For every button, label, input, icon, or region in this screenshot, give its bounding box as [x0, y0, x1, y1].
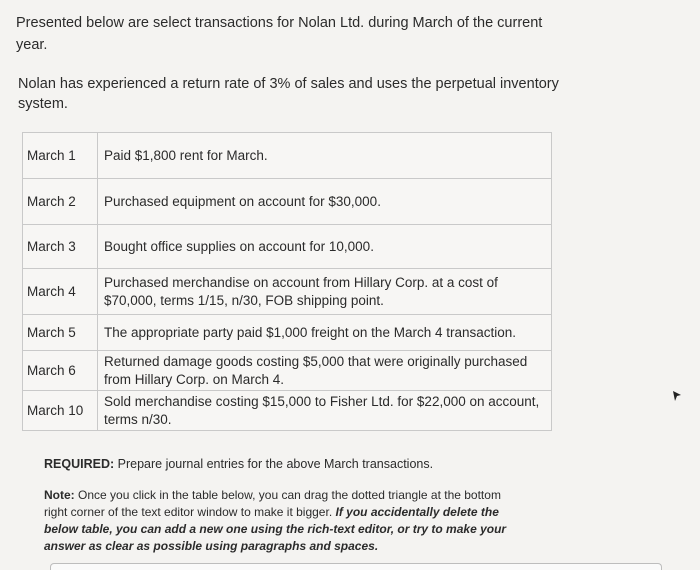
intro-paragraph-2: Nolan has experienced a return rate of 3% of sales and uses the perpetual inventory system. — [18, 76, 559, 112]
note-paragraph — [44, 487, 524, 555]
transaction-date: March 10 — [23, 391, 98, 431]
transactions-table — [22, 132, 552, 431]
required-label: REQUIRED: — [44, 457, 115, 471]
intro-paragraph-1: Presented below are select transactions for Nolan Ltd. during March of the current year. — [16, 15, 543, 53]
required-instruction — [44, 456, 564, 473]
transaction-description: Purchased merchandise on account from Hillary Corp. at a cost of $70,000, terms 1/15, n/30, FOB shipping point. — [98, 269, 552, 315]
table-row — [23, 179, 552, 225]
transaction-description: Paid $1,800 rent for March. — [98, 133, 552, 179]
table-row — [23, 225, 552, 269]
transaction-date: March 4 — [23, 269, 98, 315]
transaction-description: The appropriate party paid $1,000 freight on the March 4 transaction. — [98, 315, 552, 351]
table-row — [23, 391, 552, 431]
transaction-date: March 6 — [23, 351, 98, 391]
transaction-date: March 2 — [23, 179, 98, 225]
note-text: Once you click in the table below, you can drag the dotted triangle at the bottom right corner of the text editor window to make it bigger. — [44, 488, 501, 519]
table-row — [23, 133, 552, 179]
transaction-description: Bought office supplies on account for 10,000. — [98, 225, 552, 269]
table-row — [23, 351, 552, 391]
transaction-description: Sold merchandise costing $15,000 to Fisher Ltd. for $22,000 on account, terms n/30. — [98, 391, 552, 431]
transaction-date: March 3 — [23, 225, 98, 269]
transaction-description: Returned damage goods costing $5,000 that were originally purchased from Hillary Corp. on March 4. — [98, 351, 552, 391]
table-row — [23, 269, 552, 315]
mouse-pointer-icon — [672, 390, 682, 402]
note-label: Note: — [44, 488, 75, 502]
transaction-date: March 5 — [23, 315, 98, 351]
transaction-description: Purchased equipment on account for $30,000. — [98, 179, 552, 225]
note-emphasis: If you accidentally delete the below table, you can add a new one using the rich-text editor, or try to make your answer as clear as possible using paragraphs and spaces. — [44, 505, 507, 553]
required-text: Prepare journal entries for the above March transactions. — [114, 457, 434, 471]
transaction-date: March 1 — [23, 133, 98, 179]
table-row — [23, 315, 552, 351]
